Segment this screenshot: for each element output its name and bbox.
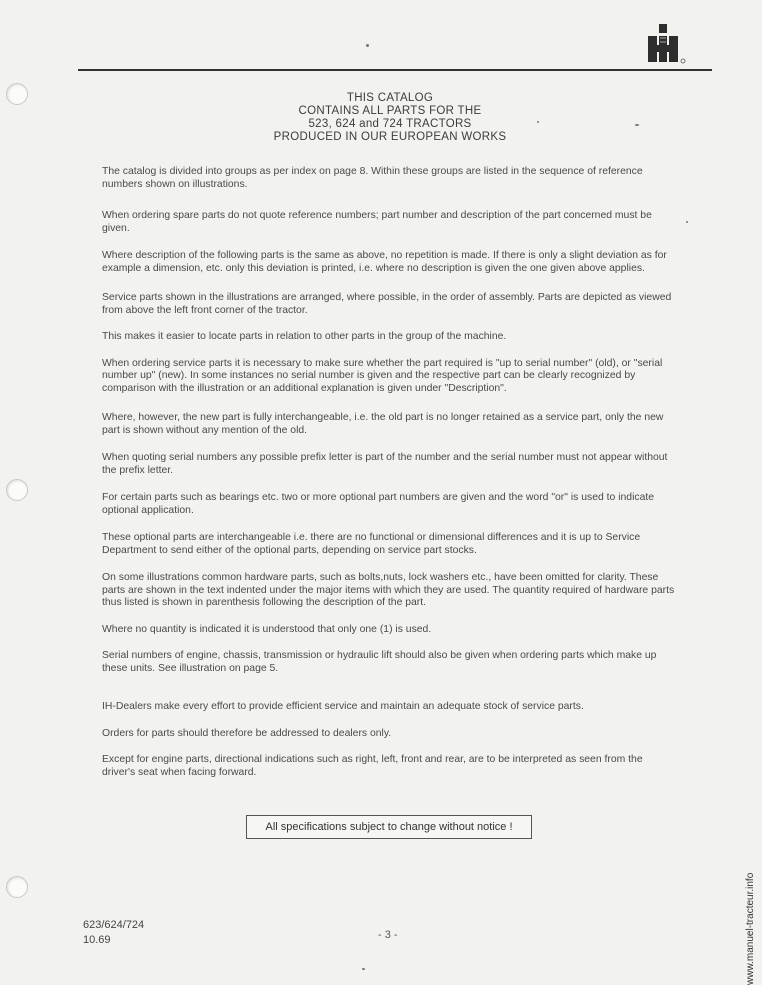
paragraph: The catalog is divided into groups as per index on page 8. Within these groups are listed in the sequence of reference numbers shown on illustrations.: [102, 166, 643, 190]
paragraph: For certain parts such as bearings etc. two or more optional part numbers are given and the word "or" is used to indicate optional application.: [102, 492, 655, 516]
footer-codes: [83, 918, 144, 948]
catalog-instructions: [102, 166, 676, 779]
paragraph: IH-Dealers make every effort to provide efficient service and maintain an adequate stock of service parts.: [102, 701, 584, 712]
paragraph: Except for engine parts, directional indications such as right, left, front and rear, are to be interpreted as seen from the driver's seat when facing forward.: [102, 754, 643, 778]
punch-hole-top: [6, 83, 28, 105]
scan-speck: [366, 44, 369, 47]
punch-hole-middle: [6, 479, 28, 501]
scan-speck: [362, 968, 365, 970]
date-code: 10.69: [83, 934, 111, 946]
punch-hole-bottom: [6, 876, 28, 898]
paragraph: Where description of the following parts is the same as above, no repetition is made. If there is only a slight deviation as for example a dimension, etc. only this deviation is printed, i.e. where no description is given the one given above applies.: [102, 250, 667, 274]
change-notice-box: All specifications subject to change without notice !: [246, 815, 532, 839]
paragraph: Where, however, the new part is fully interchangeable, i.e. the old part is no longer retained as a service part, only the new part is shown without any mention of the old.: [102, 412, 664, 436]
page-number: - 3 -: [378, 929, 398, 941]
paragraph: Service parts shown in the illustrations are arranged, where possible, in the order of assembly. Parts are depicted as viewed from above the left front corner of the tractor.: [102, 292, 672, 316]
scan-speck: [537, 121, 539, 123]
paragraph: Orders for parts should therefore be addressed to dealers only.: [102, 727, 392, 739]
paragraph: On some illustrations common hardware parts, such as bolts,nuts, lock washers etc., have been omitted for clarity. These parts are shown in the text indented under the major items with which they are used. The quantity required of hardware parts thus listed is shown in parenthesis following the description of the part.: [102, 572, 675, 608]
heading-line: PRODUCED IN OUR EUROPEAN WORKS: [273, 131, 507, 143]
heading-line: THIS CATALOG: [346, 92, 434, 104]
heading-line: CONTAINS ALL PARTS FOR THE: [298, 105, 482, 117]
ih-logo-icon: [644, 22, 688, 66]
header-rule: [78, 69, 712, 71]
site-watermark: www.manuel-tracteur.info: [745, 872, 756, 985]
paragraph: These optional parts are interchangeable i.e. there are no functional or dimensional differences and it is up to Service Department to send either of the optional parts, depending on service part stocks.: [102, 532, 641, 556]
catalog-heading: [180, 92, 600, 144]
model-code: 623/624/724: [83, 919, 145, 931]
paragraph: Where no quantity is indicated it is understood that only one (1) is used.: [102, 623, 432, 635]
paragraph: This makes it easier to locate parts in relation to other parts in the group of the machine.: [102, 331, 507, 342]
heading-line: 523, 624 and 724 TRACTORS: [308, 118, 472, 130]
paragraph: When quoting serial numbers any possible prefix letter is part of the number and the serial number must not appear without the prefix letter.: [102, 452, 668, 476]
paragraph: When ordering service parts it is necessary to make sure whether the part required is "up to serial number" (old), or "serial number up" (new). In some instances no serial number is given and the respective part can be clearly recognized by comparison with the illustration or an additional explanation is given under "Description".: [102, 357, 663, 394]
scan-speck: [635, 124, 639, 126]
paragraph: When ordering spare parts do not quote reference numbers; part number and description of the part concerned must be given.: [102, 210, 652, 234]
scan-speck: [686, 221, 688, 223]
paragraph: Serial numbers of engine, chassis, transmission or hydraulic lift should also be given when ordering parts which make up these units. See illustration on page 5.: [102, 650, 657, 674]
